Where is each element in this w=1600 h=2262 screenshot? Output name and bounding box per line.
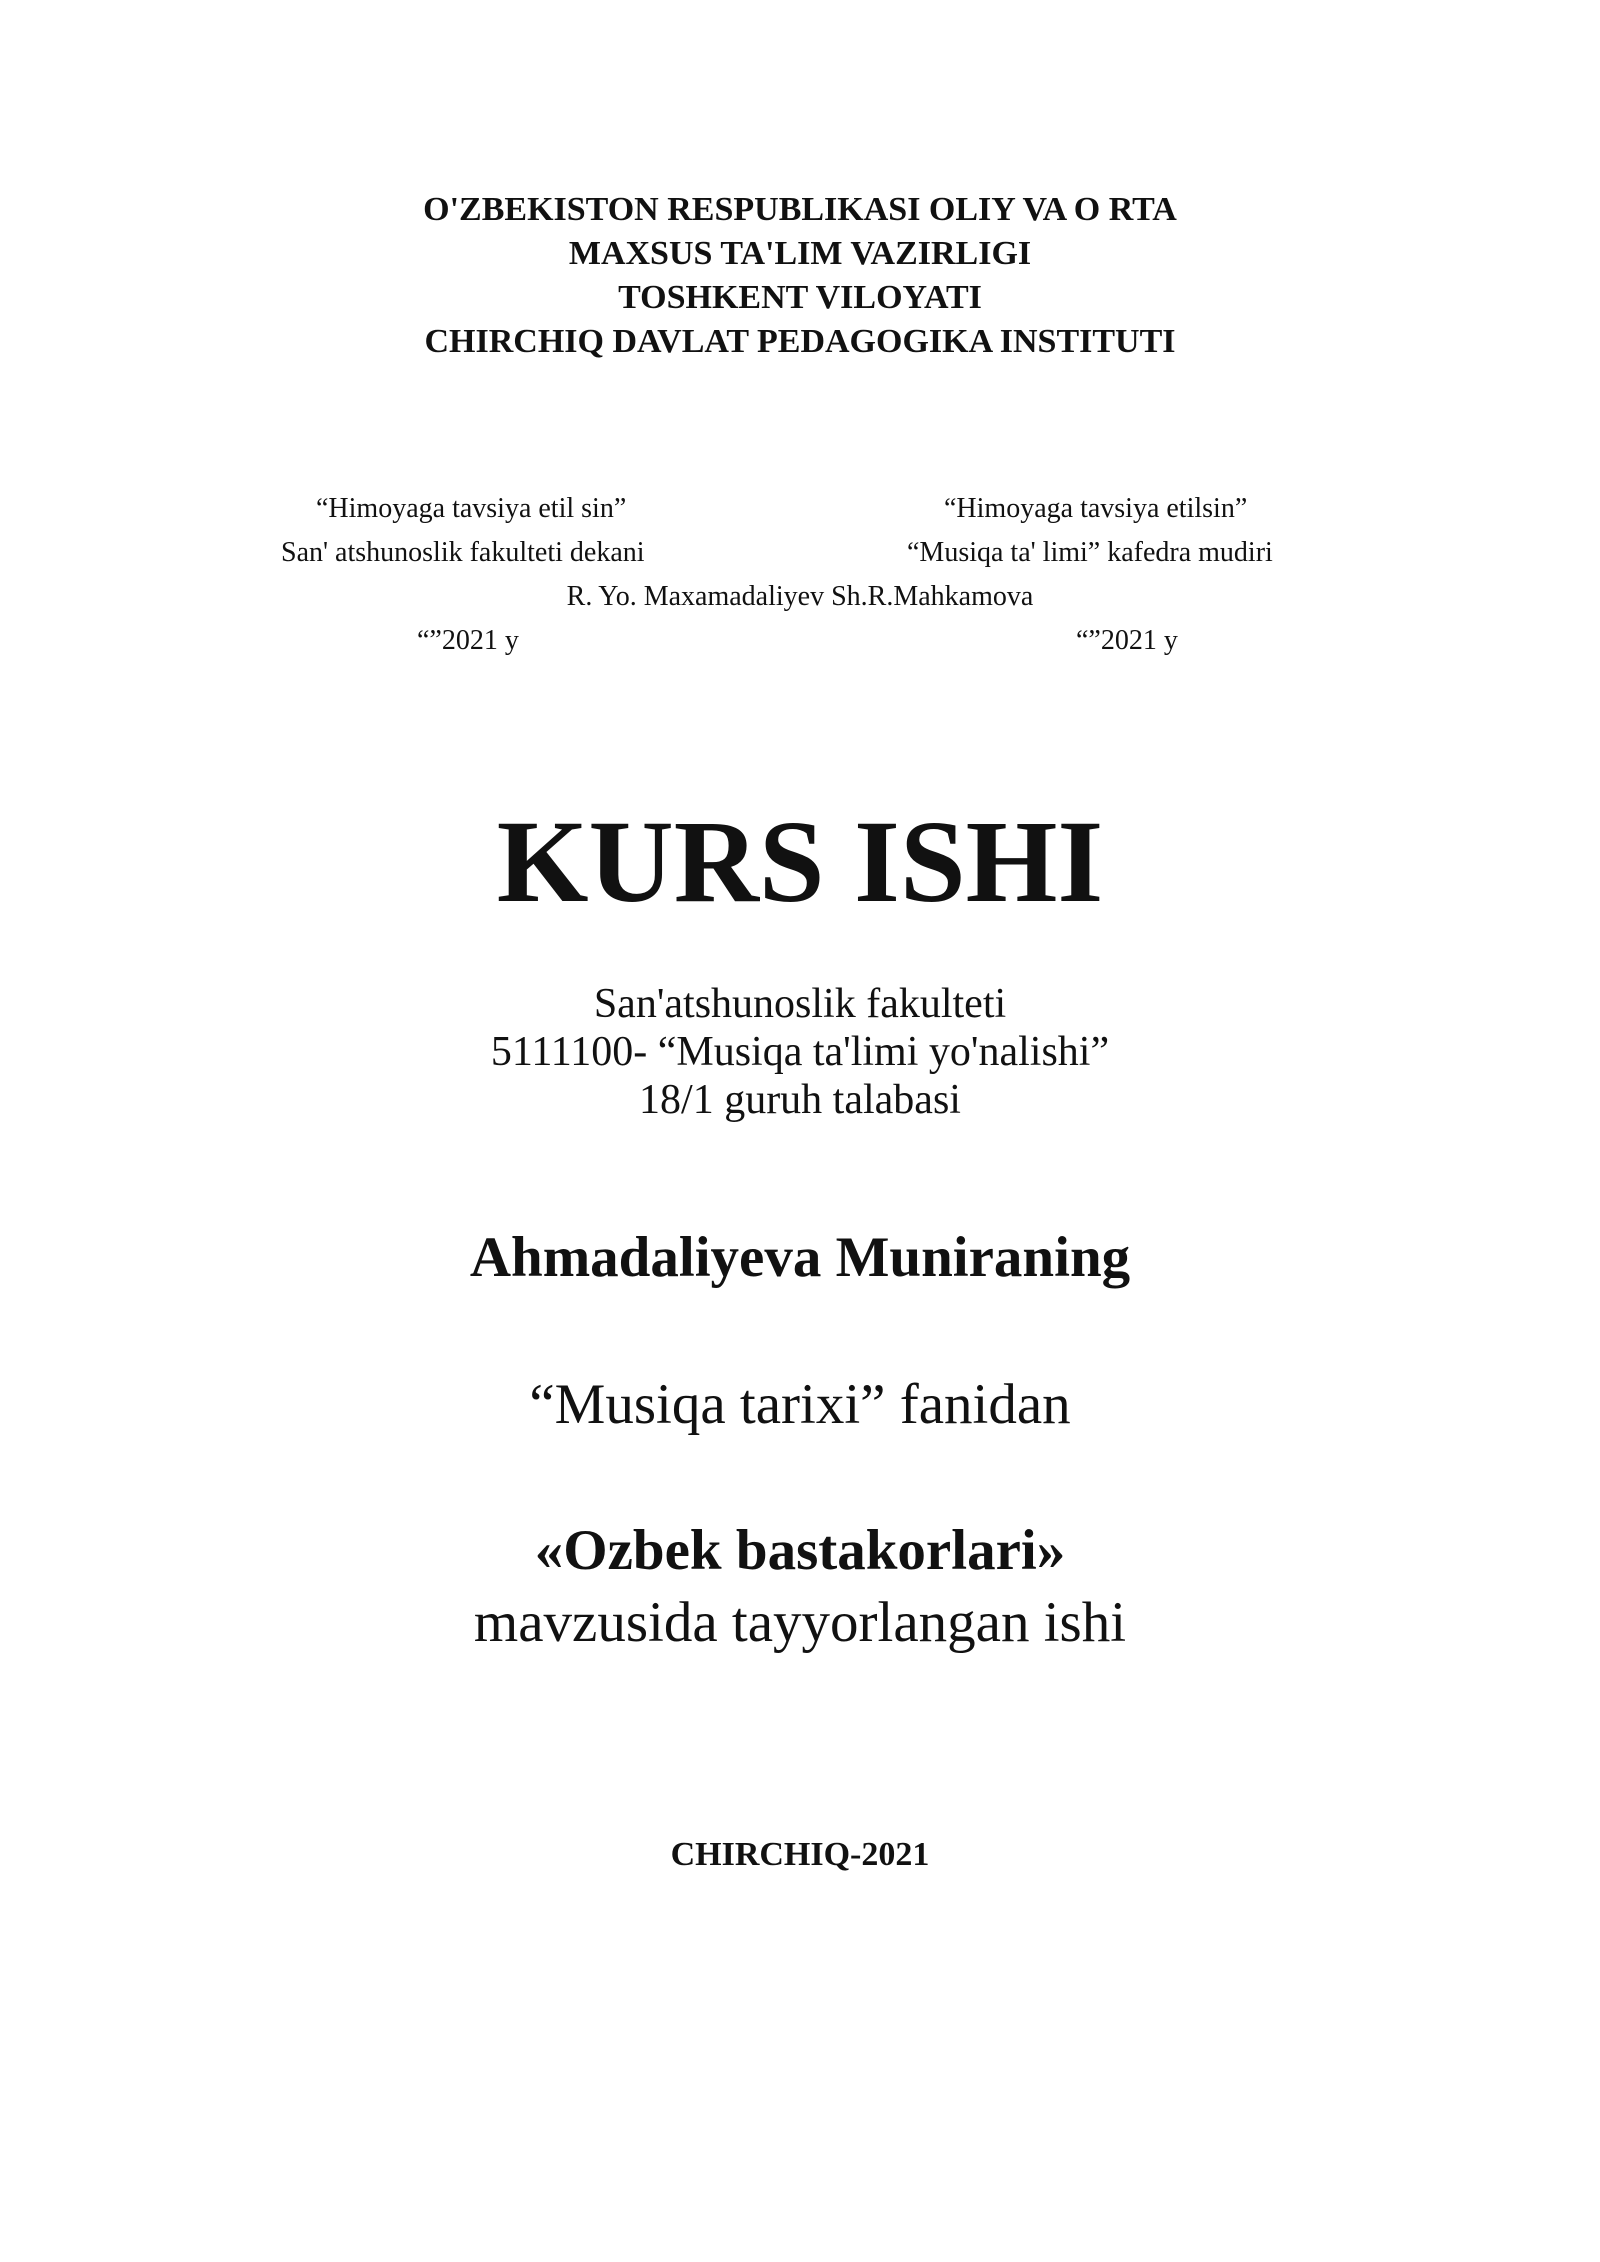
approval-left-recommendation: “Himoyaga tavsiya etil sin”	[316, 493, 627, 524]
approval-right-recommendation: “Himoyaga tavsiya etilsin”	[944, 493, 1248, 524]
header-line-region: TOSHKENT VILOYATI	[618, 279, 982, 316]
document-title: KURS ISHI	[496, 796, 1104, 927]
header-line-ministry: O'ZBEKISTON RESPUBLIKASI OLIY VA O RTA	[423, 191, 1177, 228]
topic-title: «Ozbek bastakorlari»	[534, 1519, 1066, 1582]
approval-right-position: “Musiqa ta' limi” kafedra mudiri	[907, 537, 1273, 568]
ministry-header	[0, 188, 1600, 364]
header-line-institute: CHIRCHIQ DAVLAT PEDAGOGIKA INSTITUTI	[424, 323, 1176, 360]
group-name: 18/1 guruh talabasi	[639, 1077, 961, 1123]
approval-left-position: San' atshunoslik fakulteti dekani	[281, 537, 645, 568]
topic-subtitle: mavzusida tayyorlangan ishi	[473, 1591, 1127, 1654]
faculty-name: San'atshunoslik fakulteti	[593, 981, 1007, 1027]
approval-right-date: “”2021 y	[1076, 625, 1178, 656]
faculty-block	[0, 980, 1600, 1124]
student-name: Ahmadaliyeva Muniraning	[469, 1226, 1131, 1289]
header-line-ministry-cont: MAXSUS TA'LIM VAZIRLIGI	[568, 235, 1032, 272]
approval-left-date: “”2021 y	[417, 625, 519, 656]
subject-name: “Musiqa tarixi” fanidan	[529, 1373, 1071, 1436]
program-name: 5111100- “Musiqa ta'limi yo'nalishi”	[490, 1029, 1110, 1075]
approval-signatory-names: R. Yo. Maxamadaliyev Sh.R.Mahkamova	[566, 581, 1034, 612]
city-year: CHIRCHIQ-2021	[670, 1836, 930, 1873]
